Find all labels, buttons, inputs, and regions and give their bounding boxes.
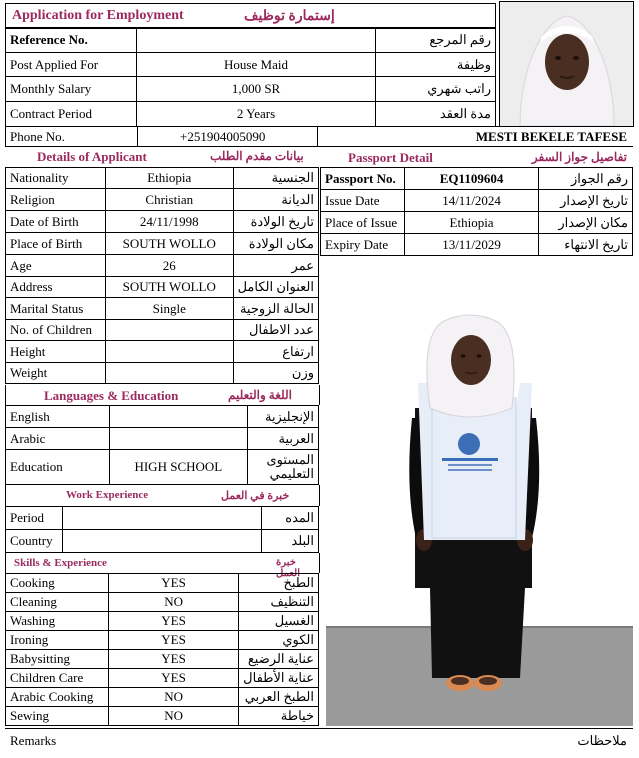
skills-label: Children Care (6, 669, 109, 688)
title-en: Application for Employment (12, 8, 184, 23)
post-label-ar: وظيفة (376, 53, 496, 77)
table-row (6, 593, 319, 612)
applicant-label-ar: عدد الاطفال (233, 320, 318, 341)
skills-value: YES (109, 631, 239, 650)
contract-value: 2 Years (136, 102, 375, 127)
title-bar (5, 3, 496, 29)
applicant-value: SOUTH WOLLO (105, 277, 233, 298)
table-row (6, 320, 319, 341)
skills-value: YES (109, 612, 239, 631)
work-title-en: Work Experience (66, 489, 149, 501)
table-row (6, 233, 319, 255)
applicant-title-en: Details of Applicant (37, 149, 147, 164)
post-label: Post Applied For (6, 53, 137, 77)
remarks-row (5, 728, 633, 751)
applicant-label: No. of Children (6, 320, 106, 341)
passport-label: Passport No. (321, 168, 405, 190)
table-row (6, 707, 319, 726)
table-row (6, 341, 319, 363)
table-row (6, 102, 496, 127)
skills-label: Cooking (6, 574, 109, 593)
passport-value: 13/11/2029 (404, 234, 538, 256)
passport-title-en: Passport Detail (348, 150, 433, 165)
table-row (6, 189, 319, 211)
passport-label-ar: تاريخ الإصدار (539, 190, 633, 212)
phone-row (5, 126, 633, 147)
full-body-photo (320, 258, 633, 726)
reference-value (136, 28, 375, 53)
work-label-ar: المده (262, 507, 319, 530)
applicant-value: 24/11/1998 (105, 211, 233, 233)
passport-title-ar: تفاصيل جواز السفر (531, 150, 627, 164)
applicant-label: Place of Birth (6, 233, 106, 255)
skills-label-ar: خياطة (239, 707, 319, 726)
skills-label: Ironing (6, 631, 109, 650)
salary-value: 1,000 SR (136, 77, 375, 102)
languages-value: HIGH SCHOOL (109, 450, 248, 485)
salary-label-ar: راتب شهري (376, 77, 496, 102)
skills-label-ar: التنظيف (239, 593, 319, 612)
skills-value: NO (109, 688, 239, 707)
table-row (6, 574, 319, 593)
languages-table (5, 405, 319, 485)
skills-label-ar: الغسيل (239, 612, 319, 631)
skills-title-en: Skills & Experience (14, 557, 107, 569)
table-row (6, 669, 319, 688)
work-section-header (5, 485, 320, 506)
applicant-value: 26 (105, 255, 233, 277)
applicant-name: MESTI BEKELE TAFESE (475, 129, 627, 144)
applicant-value: Christian (105, 189, 233, 211)
applicant-value: Single (105, 298, 233, 320)
languages-label: Arabic (6, 428, 110, 450)
work-label-ar: البلد (262, 530, 319, 553)
skills-value: YES (109, 650, 239, 669)
applicant-label: Height (6, 341, 106, 363)
skills-label: Cleaning (6, 593, 109, 612)
work-value (62, 530, 261, 553)
passport-label: Issue Date (321, 190, 405, 212)
applicant-value: Ethiopia (105, 168, 233, 189)
applicant-label-ar: الديانة (233, 189, 318, 211)
phone-label-cell (5, 127, 138, 146)
skills-value: NO (109, 707, 239, 726)
skills-label-ar: الطبخ (239, 574, 319, 593)
passport-label-ar: رقم الجواز (539, 168, 633, 190)
skills-value: YES (109, 574, 239, 593)
skills-label-ar: عناية الأطفال (239, 669, 319, 688)
work-title-ar: خبرة في العمل (221, 490, 290, 502)
table-row (321, 212, 633, 234)
applicant-table (5, 167, 319, 384)
table-row (6, 28, 496, 53)
passport-value: 14/11/2024 (404, 190, 538, 212)
applicant-label: Age (6, 255, 106, 277)
skills-label-ar: الطبخ العربي (239, 688, 319, 707)
remarks-label-ar: ملاحظات (577, 733, 627, 748)
applicant-value (105, 320, 233, 341)
contract-label-ar: مدة العقد (376, 102, 496, 127)
applicant-label: Date of Birth (6, 211, 106, 233)
languages-label-ar: الإنجليزية (248, 406, 319, 428)
applicant-value (105, 341, 233, 363)
passport-label: Expiry Date (321, 234, 405, 256)
languages-label-ar: المستوى التعليمي (248, 450, 319, 485)
skills-value: NO (109, 593, 239, 612)
post-value: House Maid (136, 53, 375, 77)
applicant-label-ar: الجنسية (233, 168, 318, 189)
table-row (6, 211, 319, 233)
passport-label: Place of Issue (321, 212, 405, 234)
divider (317, 127, 318, 146)
passport-section-header (320, 147, 633, 166)
work-label: Country (6, 530, 63, 553)
languages-label: Education (6, 450, 110, 485)
table-row (6, 168, 319, 189)
table-row (321, 168, 633, 190)
languages-title-ar: اللغة والتعليم (228, 388, 292, 402)
full-body-icon (320, 258, 633, 726)
title-ar: إستمارة توظيف (244, 9, 335, 24)
table-row (6, 650, 319, 669)
applicant-label-ar: عمر (233, 255, 318, 277)
skills-table (5, 573, 319, 726)
top-table (5, 27, 496, 127)
work-label: Period (6, 507, 63, 530)
passport-label-ar: مكان الإصدار (539, 212, 633, 234)
contract-label: Contract Period (6, 102, 137, 127)
languages-value (109, 406, 248, 428)
table-row (6, 77, 496, 102)
remarks-label: Remarks (10, 733, 57, 748)
table-row (6, 530, 319, 553)
table-row (321, 234, 633, 256)
applicant-label: Address (6, 277, 106, 298)
languages-value (109, 428, 248, 450)
passport-value: EQ1109604 (404, 168, 538, 190)
skills-title-ar: خبرة العمل (276, 557, 301, 579)
applicant-label-ar: ارتفاع (233, 341, 318, 363)
passport-label-ar: تاريخ الانتهاء (539, 234, 633, 256)
skills-label: Babysitting (6, 650, 109, 669)
table-row (6, 363, 319, 384)
table-row (6, 507, 319, 530)
table-row (6, 406, 319, 428)
applicant-label: Weight (6, 363, 106, 384)
table-row (6, 631, 319, 650)
reference-label-ar: رقم المرجع (376, 28, 496, 53)
applicant-label-ar: الحالة الزوجية (233, 298, 318, 320)
applicant-label: Marital Status (6, 298, 106, 320)
languages-title-en: Languages & Education (44, 388, 179, 403)
applicant-title-ar: بيانات مقدم الطلب (210, 149, 304, 163)
applicant-value: SOUTH WOLLO (105, 233, 233, 255)
applicant-label-ar: العنوان الكامل (233, 277, 318, 298)
languages-section-header (5, 385, 320, 405)
table-row (6, 298, 319, 320)
languages-label: English (6, 406, 110, 428)
applicant-value (105, 363, 233, 384)
table-row (6, 277, 319, 298)
applicant-section-header (5, 147, 318, 166)
table-row (6, 688, 319, 707)
passport-table (320, 167, 633, 256)
applicant-label-ar: تاريخ الولادة (233, 211, 318, 233)
applicant-label-ar: مكان الولادة (233, 233, 318, 255)
passport-value: Ethiopia (404, 212, 538, 234)
salary-label: Monthly Salary (6, 77, 137, 102)
skills-label: Arabic Cooking (6, 688, 109, 707)
skills-value: YES (109, 669, 239, 688)
phone-label: Phone No. (10, 129, 65, 144)
table-row (6, 428, 319, 450)
skills-label-ar: الكوي (239, 631, 319, 650)
portrait-photo (499, 1, 634, 127)
portrait-icon (500, 2, 633, 126)
applicant-label: Nationality (6, 168, 106, 189)
reference-label: Reference No. (6, 28, 137, 53)
table-row (6, 53, 496, 77)
table-row (6, 450, 319, 485)
table-row (321, 190, 633, 212)
skills-label: Washing (6, 612, 109, 631)
skills-label: Sewing (6, 707, 109, 726)
skills-label-ar: عناية الرضيع (239, 650, 319, 669)
applicant-label-ar: وزن (233, 363, 318, 384)
skills-section-header (5, 553, 320, 579)
phone-value: +251904005090 (180, 129, 266, 144)
work-table (5, 506, 319, 553)
applicant-label: Religion (6, 189, 106, 211)
languages-label-ar: العربية (248, 428, 319, 450)
work-value (62, 507, 261, 530)
table-row (6, 255, 319, 277)
table-row (6, 612, 319, 631)
